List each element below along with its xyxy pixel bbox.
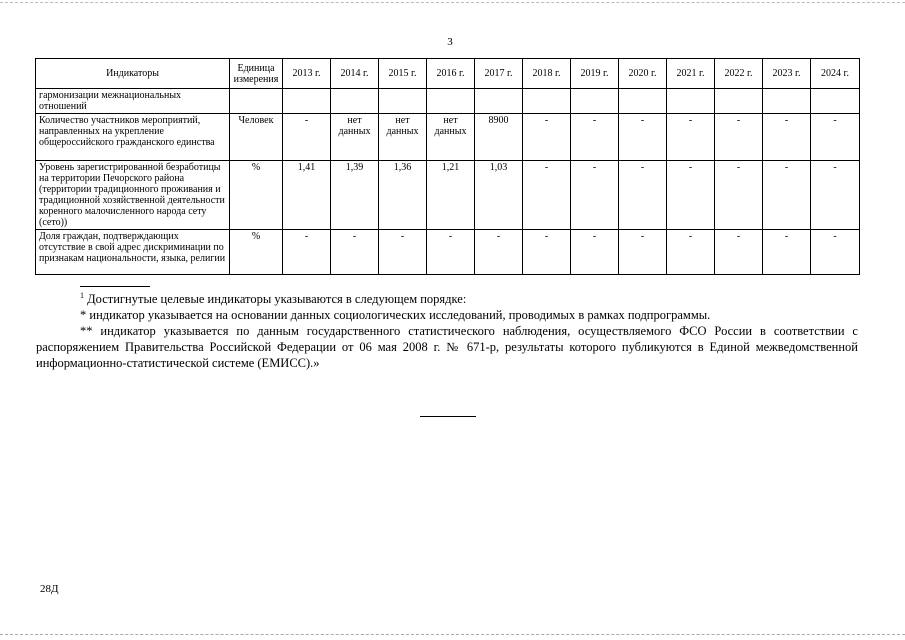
header-year: 2024 г. bbox=[811, 59, 860, 89]
value-cell bbox=[571, 89, 619, 114]
header-year: 2016 г. bbox=[427, 59, 475, 89]
value-cell: - bbox=[811, 114, 860, 161]
header-year: 2022 г. bbox=[715, 59, 763, 89]
value-cell: - bbox=[523, 230, 571, 275]
table-row bbox=[36, 230, 860, 275]
value-cell bbox=[667, 89, 715, 114]
value-cell: - bbox=[715, 230, 763, 275]
end-separator bbox=[420, 416, 476, 417]
value-cell bbox=[283, 89, 331, 114]
value-cell: - bbox=[523, 114, 571, 161]
footnotes bbox=[36, 288, 858, 371]
value-cell: 1,21 bbox=[427, 161, 475, 230]
value-cell: 1,36 bbox=[379, 161, 427, 230]
scan-edge-bottom bbox=[0, 634, 905, 635]
value-cell bbox=[715, 89, 763, 114]
document-code: 28Д bbox=[40, 583, 59, 595]
value-cell bbox=[427, 89, 475, 114]
value-cell: нет данных bbox=[427, 114, 475, 161]
value-cell: - bbox=[571, 161, 619, 230]
unit-cell: % bbox=[230, 161, 283, 230]
value-cell: - bbox=[379, 230, 427, 275]
header-year: 2017 г. bbox=[475, 59, 523, 89]
header-year: 2020 г. bbox=[619, 59, 667, 89]
value-cell: - bbox=[763, 161, 811, 230]
value-cell: - bbox=[283, 114, 331, 161]
value-cell bbox=[475, 89, 523, 114]
value-cell: 1,03 bbox=[475, 161, 523, 230]
value-cell: - bbox=[571, 114, 619, 161]
indicator-name: Доля граждан, подтверждающих отсутствие в свой адрес дискриминации по признакам национальности, языка, религии bbox=[36, 230, 230, 275]
value-cell: - bbox=[811, 230, 860, 275]
scan-edge-top bbox=[0, 2, 905, 3]
value-cell: - bbox=[619, 230, 667, 275]
value-cell: - bbox=[331, 230, 379, 275]
value-cell: - bbox=[427, 230, 475, 275]
indicator-name: Уровень зарегистрированной безработицы на территории Печорского района (территории традиционного проживания и традиционной хозяйственной деятельности коренного малочисленного народа сету (сето)) bbox=[36, 161, 230, 230]
table-row bbox=[36, 114, 860, 161]
indicator-name: Количество участников мероприятий, направленных на укрепление общероссийского гражданского единства bbox=[36, 114, 230, 161]
table-row bbox=[36, 161, 860, 230]
footnote-2: * индикатор указывается на основании данных социологических исследований, проводимых в рамках подпрограммы. bbox=[80, 308, 711, 323]
value-cell: - bbox=[715, 161, 763, 230]
value-cell: нет данных bbox=[379, 114, 427, 161]
indicator-name: гармонизации межнациональных отношений bbox=[36, 89, 230, 114]
value-cell: нет данных bbox=[331, 114, 379, 161]
value-cell: - bbox=[619, 114, 667, 161]
page-number: 3 bbox=[447, 36, 453, 48]
header-year: 2018 г. bbox=[523, 59, 571, 89]
header-unit: Единица измерения bbox=[230, 59, 283, 89]
value-cell: - bbox=[715, 114, 763, 161]
value-cell bbox=[379, 89, 427, 114]
value-cell: 1,39 bbox=[331, 161, 379, 230]
value-cell bbox=[619, 89, 667, 114]
header-year: 2019 г. bbox=[571, 59, 619, 89]
value-cell: - bbox=[475, 230, 523, 275]
footnote-1 bbox=[36, 288, 858, 307]
value-cell bbox=[763, 89, 811, 114]
value-cell: - bbox=[763, 230, 811, 275]
unit-cell bbox=[230, 89, 283, 114]
value-cell: - bbox=[283, 230, 331, 275]
value-cell: - bbox=[763, 114, 811, 161]
footnote-marker: 1 bbox=[80, 291, 84, 300]
footnote-separator bbox=[80, 286, 150, 287]
value-cell: - bbox=[619, 161, 667, 230]
value-cell: - bbox=[523, 161, 571, 230]
value-cell: 8900 bbox=[475, 114, 523, 161]
footnote-1-text: Достигнутые целевые индикаторы указываются в следующем порядке: bbox=[87, 292, 467, 307]
header-year: 2021 г. bbox=[667, 59, 715, 89]
value-cell: - bbox=[571, 230, 619, 275]
indicators-table bbox=[35, 58, 860, 275]
value-cell: - bbox=[667, 230, 715, 275]
header-year: 2015 г. bbox=[379, 59, 427, 89]
value-cell: 1,41 bbox=[283, 161, 331, 230]
footnote-3: ** индикатор указывается по данным государственного статистического наблюдения, осуществляемого ФСО России в соответствии с распоряжением Правительства Российской Федерации от 06 мая 2008 г. № 671-р, результаты которого публикуются в Единой межведомственной информационно-статистической системе (ЕМИСС).» bbox=[36, 324, 858, 371]
value-cell bbox=[331, 89, 379, 114]
value-cell: - bbox=[667, 114, 715, 161]
header-indicator: Индикаторы bbox=[36, 59, 230, 89]
value-cell: - bbox=[667, 161, 715, 230]
value-cell: - bbox=[811, 161, 860, 230]
unit-cell: Человек bbox=[230, 114, 283, 161]
unit-cell: % bbox=[230, 230, 283, 275]
table-header-row bbox=[36, 59, 860, 89]
header-year: 2023 г. bbox=[763, 59, 811, 89]
header-year: 2013 г. bbox=[283, 59, 331, 89]
header-year: 2014 г. bbox=[331, 59, 379, 89]
table-row bbox=[36, 89, 860, 114]
value-cell bbox=[523, 89, 571, 114]
value-cell bbox=[811, 89, 860, 114]
